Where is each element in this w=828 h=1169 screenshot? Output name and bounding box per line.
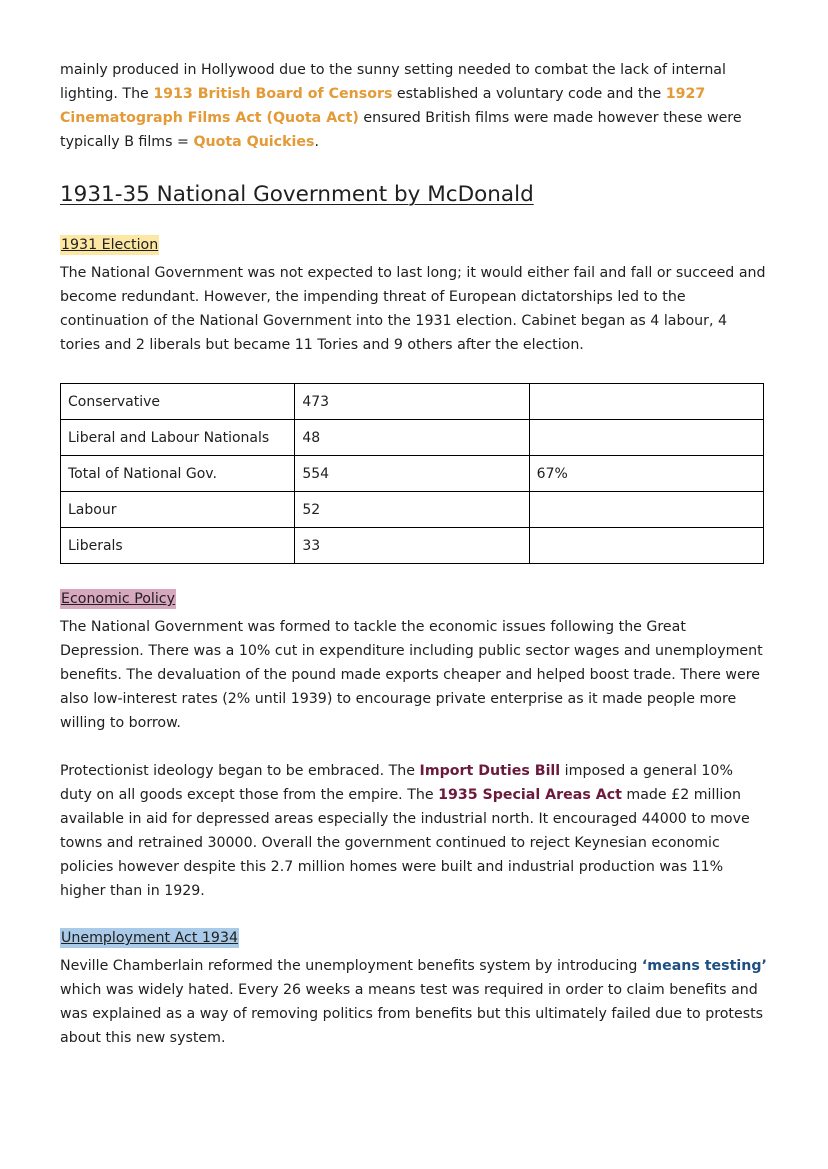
party-cell: Labour: [61, 492, 295, 528]
table-row: [61, 420, 764, 456]
table-row: [61, 492, 764, 528]
election-section: [60, 233, 768, 357]
term-quota-quickies: Quota Quickies: [193, 134, 315, 150]
economic-section: [60, 587, 768, 903]
seats-cell: 473: [295, 384, 529, 420]
intro-text: ensured British films were made however these were typically B films =: [60, 110, 742, 150]
section-title: 1931-35 National Government by McDonald: [60, 182, 534, 207]
party-cell: Conservative: [61, 384, 295, 420]
term-import-duties-bill: Import Duties Bill: [419, 763, 561, 779]
economic-paragraph-2: [60, 759, 768, 903]
share-cell: [529, 492, 763, 528]
share-cell: [529, 528, 763, 564]
party-cell: Liberals: [61, 528, 295, 564]
intro-text: mainly produced in Hollywood due to the sunny setting needed to combat the lack of internal lighting. The: [60, 62, 726, 102]
share-cell: [529, 420, 763, 456]
seats-cell: 554: [295, 456, 529, 492]
unemployment-section: [60, 926, 768, 1050]
table-row: [61, 528, 764, 564]
unemployment-text: which was widely hated. Every 26 weeks a means test was required in order to claim benefits and was explained as a way of removing politics from benefits but this ultimately failed due to protests about this new system.: [60, 982, 764, 1046]
term-board-of-censors: 1913 British Board of Censors: [153, 86, 393, 102]
share-cell: 67%: [529, 456, 763, 492]
table-row: [61, 384, 764, 420]
intro-text: .: [314, 134, 319, 150]
unemployment-paragraph: [60, 954, 768, 1050]
term-means-testing: ‘means testing’: [641, 958, 767, 974]
election-paragraph: The National Government was not expected to last long; it would either fail and fall or succeed and become redundant. However, the impending threat of European dictatorships led to the continuation of the National Government into the 1931 election. Cabinet began as 4 labour, 4 tories and 2 liberals but became 11 Tories and 9 others after the election.: [60, 265, 766, 353]
economic-text: imposed a general 10% duty on all goods except those from the empire. The: [60, 763, 733, 803]
party-cell: Total of National Gov.: [61, 456, 295, 492]
seats-cell: 33: [295, 528, 529, 564]
economic-paragraph-1: The National Government was formed to tackle the economic issues following the Great Depression. There was a 10% cut in expenditure including public sector wages and unemployment benefits. The devaluation of the pound made exports cheaper and helped boost trade. There were also low-interest rates (2% until 1939) to encourage private enterprise as it made people more willing to borrow.: [60, 619, 763, 731]
document-page: [60, 58, 768, 1050]
intro-paragraph: [60, 58, 768, 154]
economic-text: made £2 million available in aid for depressed areas especially the industrial north. It encouraged 44000 to move towns and retrained 30000. Overall the government continued to reject Keynesian economic policies however despite this 2.7 million homes were built and industrial production was 11% higher than in 1929.: [60, 787, 750, 899]
election-results-table: [60, 383, 764, 564]
election-heading: 1931 Election: [61, 237, 159, 253]
unemployment-text: Neville Chamberlain reformed the unemployment benefits system by introducing: [60, 958, 642, 974]
economic-text: Protectionist ideology began to be embraced. The: [60, 763, 420, 779]
party-cell: Liberal and Labour Nationals: [61, 420, 295, 456]
table-row: [61, 456, 764, 492]
share-cell: [529, 384, 763, 420]
term-cinematograph-films-act: 1927 Cinematograph Films Act (Quota Act): [60, 86, 706, 126]
intro-text: established a voluntary code and the: [392, 86, 666, 102]
term-special-areas-act: 1935 Special Areas Act: [438, 787, 622, 803]
seats-cell: 52: [295, 492, 529, 528]
unemployment-heading: Unemployment Act 1934: [61, 930, 238, 946]
economic-heading: Economic Policy: [61, 591, 175, 607]
seats-cell: 48: [295, 420, 529, 456]
